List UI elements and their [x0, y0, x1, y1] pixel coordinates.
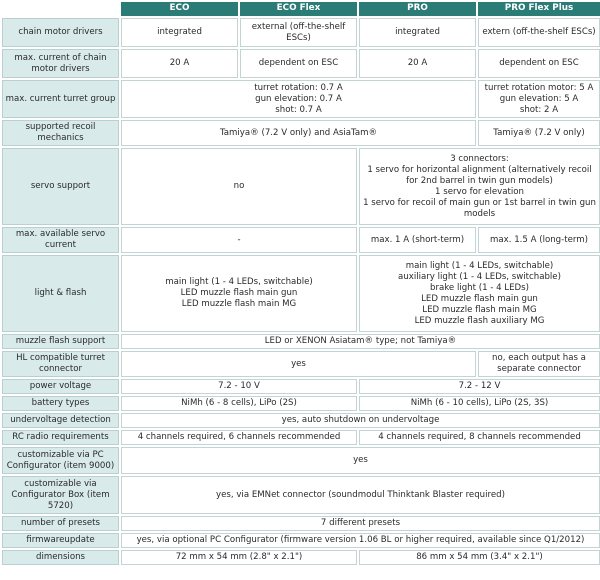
- row-label: battery types: [2, 396, 119, 411]
- line: 1 servo for recoil of main gun or 1st barrel in twin gun models: [363, 197, 596, 219]
- row-power-voltage: [2, 379, 600, 394]
- row-label: RC radio requirements: [2, 430, 119, 445]
- cell-eco-and-flex: [121, 255, 357, 332]
- row-label: servo support: [2, 148, 119, 225]
- row-battery-types: [2, 396, 600, 411]
- cell-pro-flex-plus: no, each output has a separate connector: [478, 351, 600, 377]
- row-label: undervoltage detection: [2, 413, 119, 428]
- row-label: max. available servo current: [2, 227, 119, 253]
- row-label: chain motor drivers: [2, 18, 119, 47]
- line: turret rotation: 0.7 A: [254, 82, 343, 93]
- cell-pro-and-flex: 7.2 - 12 V: [359, 379, 600, 394]
- cell-eco-to-pro: [121, 80, 476, 118]
- row-muzzle-flash: [2, 334, 600, 349]
- row-configurator-box: [2, 476, 600, 514]
- line: LED muzzle flash main MG: [181, 299, 297, 309]
- line: LED muzzle flash main gun: [421, 293, 538, 304]
- header-corner: [2, 2, 119, 16]
- line: gun elevation: 5 A: [499, 93, 579, 104]
- cell-pro-and-flex: NiMh (6 - 10 cells), LiPo (2S, 3S): [359, 396, 600, 411]
- cell-all: yes, via optional PC Configurator (firmware version 1.06 BL or higher required, available since Q1/2012): [121, 533, 600, 548]
- line: main light (1 - 4 LEDs, switchable): [405, 260, 554, 271]
- row-pc-configurator: [2, 447, 600, 474]
- cell-eco-flex: external (off-the-shelf ESCs): [240, 18, 357, 47]
- row-undervoltage: [2, 413, 600, 428]
- row-chain-motor-drivers: [2, 18, 600, 47]
- row-label: number of presets: [2, 516, 119, 531]
- row-label: power voltage: [2, 379, 119, 394]
- cell-eco: 20 A: [121, 49, 238, 78]
- cell-eco-to-pro: Tamiya® (7.2 V only) and AsiaTam®: [121, 120, 476, 146]
- row-presets: [2, 516, 600, 531]
- row-label: muzzle flash support: [2, 334, 119, 349]
- row-label: supported recoil mechanics: [2, 120, 119, 146]
- row-max-current-chain: [2, 49, 600, 78]
- line: auxiliary light (1 - 4 LEDs, switchable): [398, 271, 561, 282]
- line: 1 servo for elevation: [435, 186, 524, 197]
- cell-pro-flex-plus: max. 1.5 A (long-term): [478, 227, 600, 253]
- line: LED muzzle flash auxiliary MG: [414, 315, 545, 326]
- cell-all: yes, auto shutdown on undervoltage: [121, 413, 600, 428]
- cell-eco-to-pro: yes: [121, 351, 476, 377]
- row-label: customizable via Configurator Box (item 5720): [2, 476, 119, 514]
- col-header-eco: ECO: [121, 2, 238, 16]
- cell-eco-and-flex: -: [121, 227, 357, 253]
- cell-all: yes: [121, 447, 600, 474]
- row-light-flash: [2, 255, 600, 332]
- cell-eco-and-flex: no: [121, 148, 357, 225]
- row-label: max. current of chain motor drivers: [2, 49, 119, 78]
- row-max-current-turret: [2, 80, 600, 118]
- row-firmware-update: [2, 533, 600, 548]
- cell-pro-and-flex: [359, 148, 600, 225]
- cell-pro: integrated: [359, 18, 476, 47]
- line: 3 connectors:: [450, 153, 509, 164]
- cell-pro-flex-plus: [478, 80, 600, 118]
- row-label: dimensions: [2, 550, 119, 565]
- header-row: [2, 2, 600, 16]
- row-label: customizable via PC Configurator (item 9000): [2, 447, 119, 474]
- row-label: light & flash: [2, 255, 119, 332]
- line: turret rotation motor: 5 A: [484, 82, 594, 93]
- row-label: firmwareupdate: [2, 533, 119, 548]
- cell-eco-and-flex: 4 channels required, 6 channels recommended: [121, 430, 357, 445]
- cell-eco-and-flex: NiMh (6 - 8 cells), LiPo (2S): [121, 396, 357, 411]
- cell-eco-flex: dependent on ESC: [240, 49, 357, 78]
- line: main light (1 - 4 LEDs, switchable): [165, 277, 313, 287]
- cell-eco-and-flex: 72 mm x 54 mm (2.8" x 2.1"): [121, 550, 357, 565]
- row-servo-support: [2, 148, 600, 225]
- row-label: max. current turret group: [2, 80, 119, 118]
- cell-pro-and-flex: 86 mm x 54 mm (3.4" x 2.1"): [359, 550, 600, 565]
- line: 1 servo for horizontal alignment (alternatively recoil for 2nd barrel in twin gun models): [367, 164, 592, 186]
- cell-pro-flex-plus: extern (off-the-shelf ESCs): [478, 18, 600, 47]
- row-dimensions: [2, 550, 600, 565]
- line: shot: 2 A: [519, 104, 559, 115]
- row-rc-requirements: [2, 430, 600, 445]
- line: LED muzzle flash main MG: [422, 304, 537, 315]
- col-header-pro-flex-plus: PRO Flex Plus: [478, 2, 600, 16]
- line: gun elevation: 0.7 A: [255, 93, 342, 104]
- cell-all: LED or XENON Asiatam® type; not Tamiya®: [121, 334, 600, 349]
- cell-all: yes, via EMNet connector (soundmodul Thinktank Blaster required): [121, 476, 600, 514]
- line: LED muzzle flash main gun: [180, 288, 298, 298]
- row-label: HL compatible turret connector: [2, 351, 119, 377]
- row-hl-connector: [2, 351, 600, 377]
- cell-pro-and-flex: 4 channels required, 8 channels recommended: [359, 430, 600, 445]
- line: shot: 0.7 A: [275, 104, 322, 115]
- cell-eco: integrated: [121, 18, 238, 47]
- cell-pro: max. 1 A (short-term): [359, 227, 476, 253]
- cell-pro-and-flex: [359, 255, 600, 332]
- cell-pro: 20 A: [359, 49, 476, 78]
- cell-pro-flex-plus: dependent on ESC: [478, 49, 600, 78]
- row-servo-current: [2, 227, 600, 253]
- cell-all: 7 different presets: [121, 516, 600, 531]
- cell-pro-flex-plus: Tamiya® (7.2 V only): [478, 120, 600, 146]
- row-recoil: [2, 120, 600, 146]
- cell-eco-and-flex: 7.2 - 10 V: [121, 379, 357, 394]
- line: brake light (1 - 4 LEDs): [430, 282, 529, 293]
- col-header-pro: PRO: [359, 2, 476, 16]
- col-header-eco-flex: ECO Flex: [240, 2, 357, 16]
